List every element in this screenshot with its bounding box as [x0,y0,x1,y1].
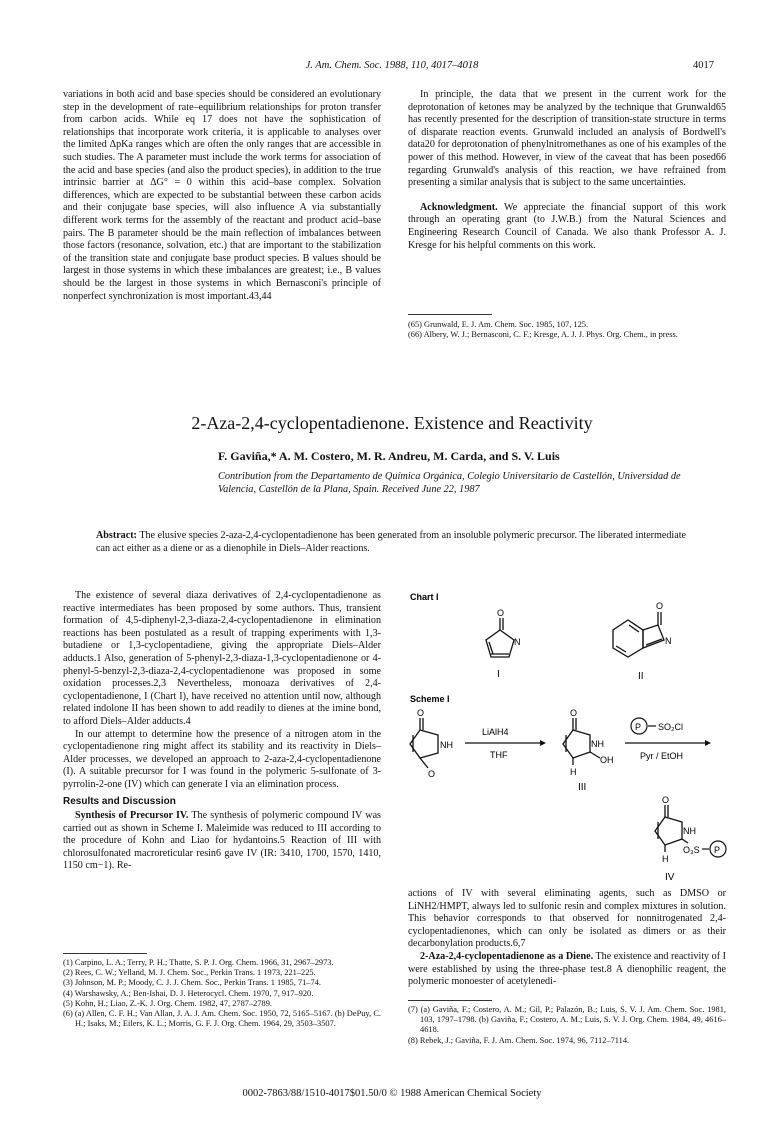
atom-OH: OH [600,755,614,765]
abstract-label: Abstract: [96,530,137,541]
atom-O: O [428,769,436,779]
synthesis-text: The synthesis of polymeric compound IV was carried out as shown in Scheme I. Maleimide was reduced to III according to the procedure of Kohn and Liao for hydantoins.5 Reaction of III with chlorosulfonated macroreticular resin6 gave IV (IR: 3410, 1700, 1570, 1410, 1150 cm−1). Re- [63,810,381,872]
reference: (2) Rees, C. W.; Yelland, M. J. Chem. Soc., Perkin Trans. 1 1973, 221–225. [63,968,316,978]
reagent-so2cl: SO₂Cl [658,722,683,732]
prev-article-paragraph-2: In principle, the data that we present in the current work for the deprotonation of ketones may be analyzed by the technique that Grunwald65 has recently presented for the description of transition-state structure in terms of disparate reaction events. Grunwald included an analysis of Bordwell's data20 for deprotonation of phenylnitromethanes as one of his examples of the power of this method. However, in view of the caveat that has been posed66 regarding Grunwald's analysis of this reaction, we have refrained from presenting a similar analysis that is subject to the same uncertainties. [408,89,726,189]
results-heading: Results and Discussion [63,795,176,807]
reference: (3) Johnson, M. P.; Moody, C. J. J. Chem. Soc., Perkin Trans. 1 1985, 71–74. [63,978,321,988]
atom-H: H [570,767,577,777]
structure-maleimide [410,718,438,768]
reference: (1) Carpino, L. A.; Terry, P. H.; Thatte, S. P. J. Org. Chem. 1966, 31, 2967–2973. [63,958,334,967]
intro-paragraph-2: In our attempt to determine how the presence of a nitrogen atom in the cyclopentadienone ring might affect its stability and its reactivity in Diels–Alder processes, we developed an approach to 2-aza-2,4-cyclopentadienone (I). A suitable precursor for I was found in the polymeric 5-sulfonate of 3-pyrrolin-2-one (IV) which can generate I via an elimination process. [63,728,381,790]
article-right-column [408,888,726,989]
atom-O3S: O₃S [683,845,700,855]
label-III: III [578,782,587,793]
article-title: 2-Aza-2,4-cyclopentadienone. Existence and Reactivity [191,413,593,433]
acknowledgment-label: Acknowledgment. [420,201,498,213]
reagent-pyr-etoh: Pyr / EtOH [640,751,684,761]
page-footer: 0002-7863/88/1510-4017$01.50/0 © 1988 American Chemical Society [242,1088,542,1099]
diene-text: The existence and reactivity of I were established by using the three-phase test.8 A dienophilic reagent, the polymeric monoester of acetylenedi- [408,950,726,988]
atom-N: N [665,636,672,646]
diene-label: 2-Aza-2,4-cyclopentadienone as a Diene. [420,950,594,962]
reference: (7) (a) Gaviña, F.; Costero, A. M.; Gil, P.; Palazón, B.; Luis, S. V. J. Am. Chem. Soc. 1981, 103, 1797–1798. (b) Gaviña, F.; Costero, A. M.; Luis, S. V. J. Org. Chem. 1984, 49, 4616–4618. [408,1005,726,1035]
contribution-affiliation: Contribution from the Departamento de Química Orgánica, Colegio Universitario de Castellón, Universidad de Valencia, Castellón de la Plana, Spain. Received June 22, 1987 [218,471,681,495]
label-I: I [497,669,500,680]
right-references [408,1005,726,1046]
atom-NH: NH [591,739,604,749]
footnote-rule [408,1000,492,1001]
synthesis-label: Synthesis of Precursor IV. [75,810,189,822]
diene-paragraph [408,951,726,989]
article-authors: F. Gaviña,* A. M. Costero, M. R. Andreu, M. Carda, and S. V. Luis [218,449,560,463]
structure-I [486,618,514,657]
left-references [63,958,381,1029]
atom-N: N [514,637,521,647]
footnote-rule [408,314,492,315]
page-number: 4017 [693,60,714,71]
scheme-label: Scheme I [410,694,450,704]
reference: (4) Warshawsky, A.; Ben-Ishai, D. J. Heterocycl. Chem. 1970, 7, 917–920. [63,988,314,998]
prev-article-right-column [408,89,726,252]
acknowledgment [408,202,726,252]
reference: (6) (a) Allen, C. F. H.; Van Allan, J. A. J. Am. Chem. Soc. 1950, 72, 5165–5167. (b) DePuy, C. H.; Isaks, M.; Eilers, K. L.; Morris, G. F. J. Org. Chem. 1964, 29, 3503–3507. [63,1009,381,1029]
atom-P: P [635,722,642,732]
synthesis-paragraph [63,810,381,873]
abstract [96,530,686,555]
article-left-column [63,590,381,873]
reagent-lialh4: LiAlH4 [482,727,509,737]
atom-O: O [662,795,670,805]
atom-NH: NH [440,740,453,750]
acknowledgment-text: We appreciate the financial support of this work through an operating grant (to J.W.B.) from the Natural Sciences and Engineering Research Council of Canada. We also thank Professor A. J. Kresge for his helpful comments on this work. [408,201,726,251]
chart-label: Chart I [410,592,439,602]
atom-O: O [570,708,578,718]
atom-O: O [497,608,505,618]
intro-paragraph-1: The existence of several diaza derivatives of 2,4-cyclopentadienone as reactive intermediates has been proposed by some authors. Thus, transient formation of 4,5-diphenyl-2,3-diaza-2,4-cyclopentadienone in elimination reactions has been postulated as a result of trapping experiments with 1,3-butadiene or 1,3-cyclopentadiene, giving the appropriate Diels–Alder adducts.1 Also, generation of 5-phenyl-2,3-diaza-1,3-cyclopentadienone or 4-phenyl-5-benzyl-2,3-diaza-2,4-cyclopentadienone was proposed in some oxidation processes.2,3 Nevertheless, monoaza derivatives of 2,4-cyclopentadienone, I (Chart I), have received no attention until now, although related indolone II has been shown to add readily to dienes at the imine bond, to afford Diels–Alder adducts.4 [63,590,381,727]
structure-II [613,612,664,657]
reference: (65) Grunwald, E. J. Am. Chem. Soc. 1985, 107, 125. [408,320,589,329]
reagent-thf: THF [490,750,508,760]
reference: (8) Rebek, J.; Gaviña, F. J. Am. Chem. Soc. 1974, 96, 7112–7114. [408,1035,630,1045]
reaction-arrowhead [540,740,546,746]
reference: (5) Kohn, H.; Liao, Z.-K. J. Org. Chem. 1982, 47, 2787–2789. [63,998,272,1008]
journal-citation: J. Am. Chem. Soc. 1988, 110, 4017–4018 [305,60,479,71]
abstract-text: The elusive species 2-aza-2,4-cyclopentadienone has been generated from an insoluble polymeric precursor. The liberated intermediate can act either as a diene or as a dienophile in Diels–Alder reactions. [96,530,686,554]
running-header [0,60,784,76]
prev-article-references [408,320,726,340]
label-II: II [638,671,644,682]
reference: (66) Albery, W. J.; Bernasconi, C. F.; Kresge, A. J. J. Phys. Org. Chem., in press. [408,330,678,340]
reaction-arrowhead [705,740,711,746]
atom-O: O [656,601,664,611]
atom-P: P [714,845,721,855]
atom-O: O [417,708,425,718]
prev-article-left-column [63,89,381,303]
prev-article-paragraph: variations in both acid and base species should be considered an evolutionary step in the development of rate–equilibrium relationships for proton transfer from carbon acids. While eq 17 does not have the sophistication of relationships that incorporate work criteria, it is applicable to analyses over the limited ΔpKa ranges which are often the only ranges that are accessible in such studies. The A parameter must include the work terms for association of the acid and base species (and also the product species), in addition to the true intrinsic barrier at ΔG° = 0 within this acid–base complex. Solvation differences, which are expected to be substantial between these carbon acids and their conjugate base species, will also influence A via substantially different work terms for the assembly of the reactant and product acid–base pairs. The B parameter should be the main reflection of imbalances between those factors (resonance, solvation, etc.) that are important to the stabilization of the transition state and conjugate base product species. B values should be largest in those systems in which these imbalances are greatest; i.e., B values should be the largest in those systems in which Bernasconi's principle of nonperfect synchronization is most important.43,44 [63,89,381,302]
right-paragraph-1: actions of IV with several eliminating agents, such as DMSO or LiNH2/HMPT, always led to sulfonic resin and complex mixtures in solution. This behavior corresponds to that observed for nonnitrogenated 2,4-cyclopentadienones, which can only be isolated as dimers or as their decarbonylation products.6,7 [408,888,726,950]
atom-H: H [662,854,669,864]
footnote-rule [63,953,147,954]
label-IV: IV [665,872,675,883]
atom-NH: NH [683,826,696,836]
chart-and-scheme-figure [400,585,730,885]
